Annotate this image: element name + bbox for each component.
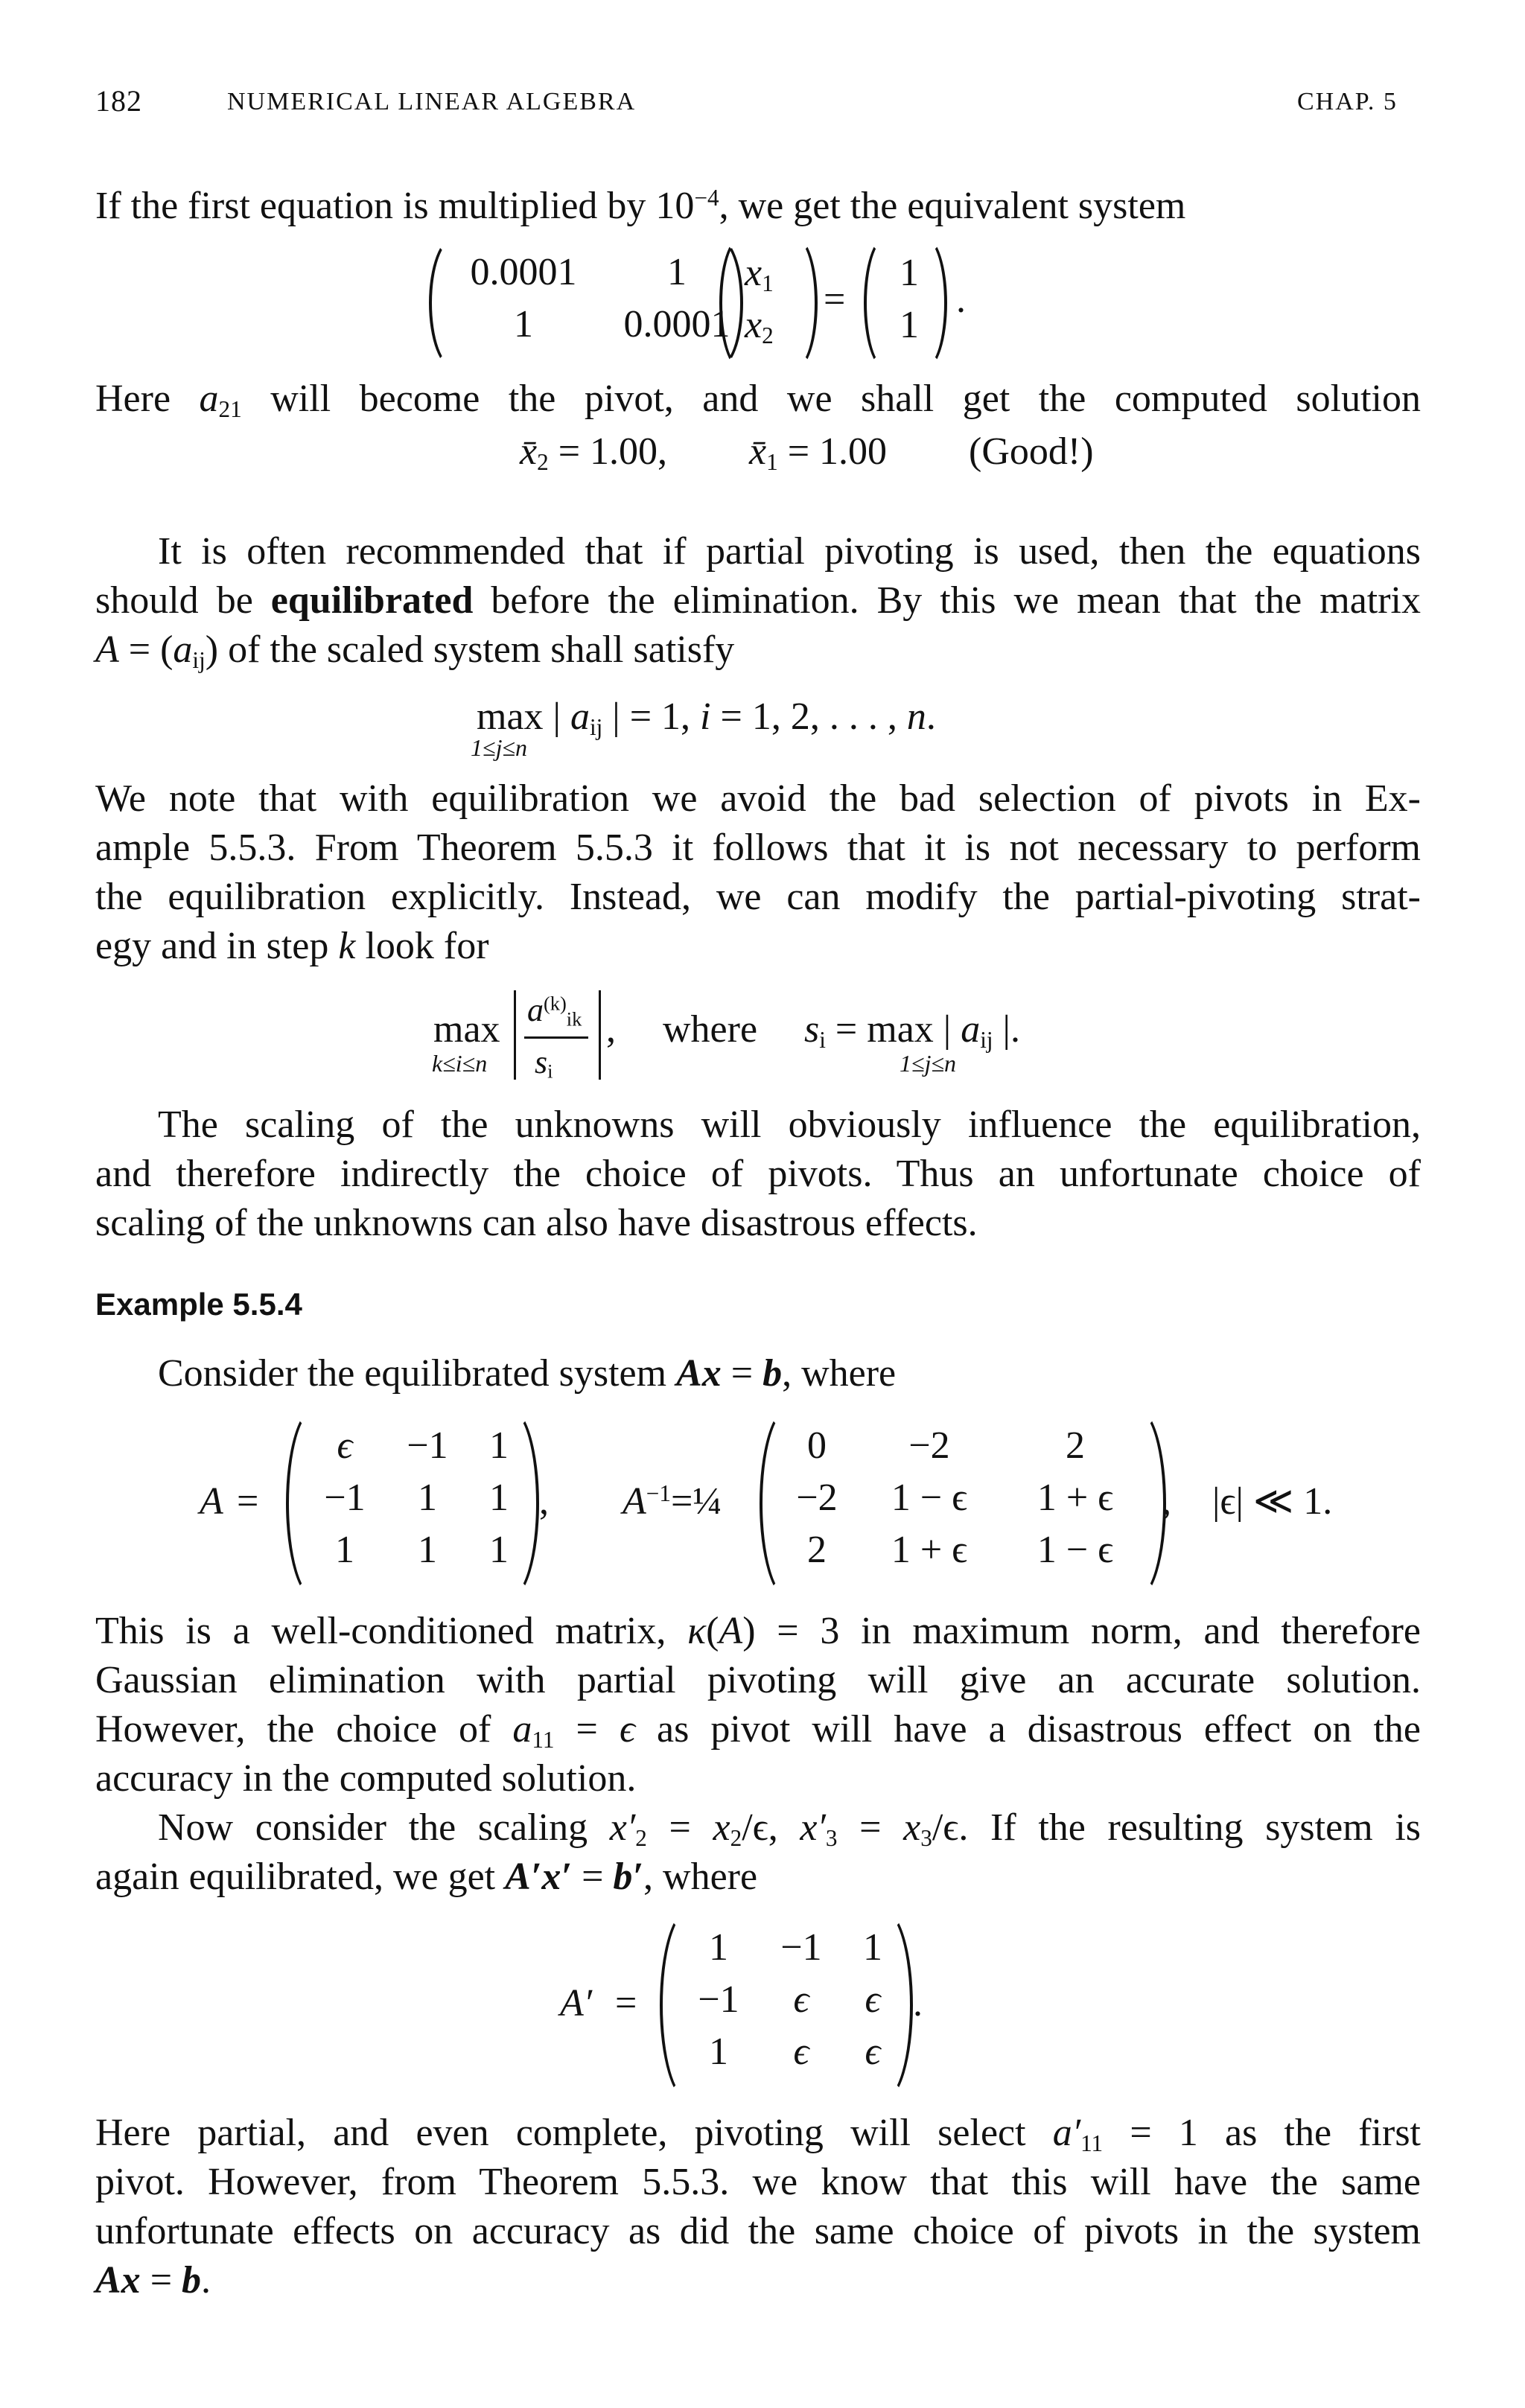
text-line: The scaling of the unknowns will obviously influence the equilibration, — [158, 1103, 1421, 1146]
text-line: Consider the equilibrated system Ax = b, where — [158, 1352, 897, 1395]
text-line: should be equilibrated before the elimination. By this we mean that the matrix — [95, 579, 1421, 622]
text-line: pivot. However, from Theorem 5.5.3. we know that this will have the same — [95, 2161, 1421, 2203]
text-line: accuracy in the computed solution. — [95, 1757, 637, 1800]
text-line: Now consider the scaling $x'_2 = x_2/\epsilon$, $x'_3 = x_3/\epsilon$. If the resulting system is — [158, 1806, 1421, 1851]
text-line: again equilibrated, we get A′x′ = b′, where — [95, 1856, 758, 1898]
chapter-label: CHAP. 5 — [1297, 88, 1398, 115]
text-line: scaling of the unknowns can also have disastrous effects. — [95, 1202, 978, 1244]
equation-computed-solution: $x̄_2 = 1.00$, $x̄_1 = 1.00$ (Good!) — [520, 430, 1094, 475]
text-line: ample 5.5.3. From Theorem 5.5.3 it follows that it is not necessary to perform — [95, 826, 1421, 869]
text-line: egy and in step k look for — [95, 925, 489, 967]
text-line: $A = (a_{ij})$ of the scaled system shall satisfy — [95, 628, 735, 673]
text-line: It is often recommended that if partial pivoting is used, then the equations — [158, 530, 1421, 573]
page-number: 182 — [95, 84, 142, 118]
text-line: We note that with equilibration we avoid the bad selection of pivots in Ex- — [95, 777, 1421, 820]
text-line: Gaussian elimination with partial pivoting will give an accurate solution. — [95, 1659, 1421, 1701]
text-line: This is a well-conditioned matrix, κ(A) = 3 in maximum norm, and therefore — [95, 1610, 1421, 1652]
example-heading: Example 5.5.4 — [95, 1287, 302, 1322]
text-line: unfortunate effects on accuracy as did the same choice of pivots in the system — [95, 2210, 1421, 2252]
text-line: and therefore indirectly the choice of pivots. Thus an unfortunate choice of — [95, 1153, 1421, 1195]
text-line: Here partial, and even complete, pivoting will select $a'_{11} = 1$ as the first — [95, 2112, 1421, 2156]
running-title: NUMERICAL LINEAR ALGEBRA — [227, 88, 637, 115]
text-line: Ax = b. — [95, 2259, 211, 2302]
text-line: the equilibration explicitly. Instead, we can modify the partial-pivoting strat- — [95, 876, 1421, 918]
text-line: If the first equation is multiplied by $10^{-4}$, we get the equivalent system — [95, 184, 1186, 227]
book-page: 182 NUMERICAL LINEAR ALGEBRA CHAP. 5 If the first equation is multiplied by $10^{-4}$, we get the equivalent system 0.0001 1 1 0.0001 $x_1$ $x_2$ = 1 1 . Here $a_{21}$ will become the pivot, and we shall get the computed solution $x̄_2 = 1.00$, $x̄_1 = 1.00$ (Good!) It is often recommended that if partial pivoting is used, then the equations should be equilibrated before the elimination. By this we mean that the matrix $A = (a_{ij})$ of the scaled system shall satisfy max | $a_{ij}$ | = 1, i = 1, 2, . . . , n. 1≤j≤n We note that with equilibration we avoid the bad selection of pivots in Ex- ample 5.5.3. From Theorem 5.5.3 it follows that it is not necessary to perform the equilibration explicitly. Instead, we can modify the partial-pivoting strat- egy and in step k look for max k≤i≤n $a^{(k)}_{ik}$ $s_i$ , where $s_i = \max$ | $a_{ij}$ |. 1≤j≤n The scaling of the unknowns will obviously influence the equilibration, and therefore indirectly the choice of pivots. Thus an unfortunate choice of scaling of the unknowns can also have disastrous effects. Example 5.5.4 Consider the equilibrated system Ax = b, where A = ϵ −1 1 −1 1 1 1 1 1 , $A^{-1}=\frac{1}{4}$ 0 −2 2 −2 1 − ϵ 1 + ϵ 2 1 + ϵ 1 − ϵ , |ϵ| ≪ 1. This is a well-conditioned matrix, κ(A) = 3 in maximum norm, and therefore Gaussian elimination with partial pivoting will give an accurate solution. However, the choice of $a_{11} = \epsilon$ as pivot will have a disastrous effect on the accuracy in the computed solution. Now consider the scaling $x'_2 = x_2/\epsilon$, $x'_3 = x_3/\epsilon$. If the resulting system is again equilibrated, we get A′x′ = b′, where A′ = 1 −1 1 −1 ϵ ϵ 1 ϵ ϵ . Here partial, and even complete, pivoting will select $a'_{11} = 1$ as the first pivot. However, from Theorem 5.5.3. we know that this will have the same unfortunate effects on accuracy as did the same choice of pivots in the system Ax = b. — [0, 0, 1525, 2408]
text-line: However, the choice of $a_{11} = \epsilon$ as pivot will have a disastrous effect on the — [95, 1708, 1421, 1753]
text-line: Here $a_{21}$ will become the pivot, and we shall get the computed solution — [95, 378, 1421, 422]
